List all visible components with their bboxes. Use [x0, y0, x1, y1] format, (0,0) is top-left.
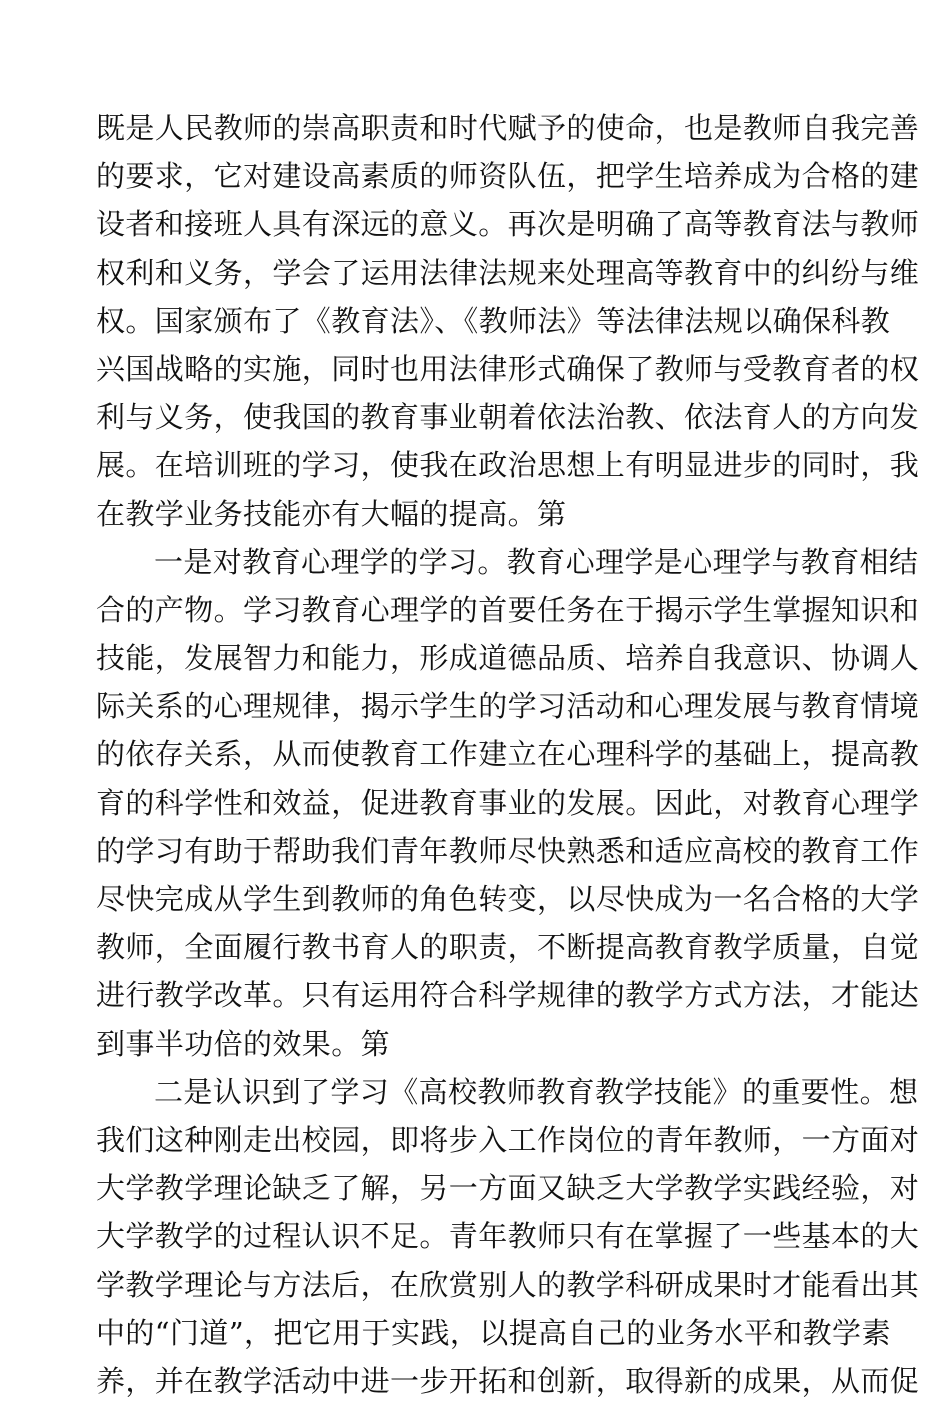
text-line: 中的“门道”，把它用于实践，以提高自己的业务水平和教学素 — [96, 1315, 891, 1350]
text-line: 合的产物。学习教育心理学的首要任务在于揭示学生掌握知识和 — [96, 592, 920, 627]
text-line: 到事半功倍的效果。第 — [96, 1026, 391, 1061]
text-line: 尽快完成从学生到教师的角色转变，以尽快成为一名合格的大学 — [96, 882, 920, 916]
text-line: 大学教学的过程认识不足。青年教师只有在掌握了一些基本的大 — [96, 1219, 920, 1254]
text-line: 展。在培训班的学习，使我在政治思想上有明显进步的同时，我 — [96, 448, 920, 483]
text-line: 技能，发展智力和能力，形成道德品质、培养自我意识、协调人 — [96, 641, 920, 676]
text-line: 利与义务，使我国的教育事业朝着依法治教、依法育人的方向发 — [96, 400, 920, 435]
body-text — [96, 104, 920, 1405]
text-line: 大学教学理论缺乏了解，另一方面又缺乏大学教学实践经验，对 — [96, 1171, 920, 1206]
text-line: 在教学业务技能亦有大幅的提高。第 — [96, 496, 567, 531]
text-line: 的学习有助于帮助我们青年教师尽快熟悉和适应高校的教育工作 — [96, 833, 920, 868]
text-line: 的要求，它对建设高素质的师资队伍，把学生培养成为合格的建 — [96, 159, 920, 194]
text-line: 的依存关系，从而使教育工作建立在心理科学的基础上，提高教 — [96, 737, 920, 772]
text-line: 育的科学性和效益，促进教育事业的发展。因此，对教育心理学 — [96, 785, 920, 820]
text-line: 权。国家颁布了《教育法》、《教师法》等法律法规以确保科教 — [96, 303, 891, 338]
text-line: 既是人民教师的崇高职责和时代赋予的使命，也是教师自我完善 — [96, 111, 920, 145]
paragraph-first-line: 二是认识到了学习《高校教师教育教学技能》的重要性。想 — [154, 1074, 919, 1109]
text-line: 权利和义务，学会了运用法律法规来处理高等教育中的纠纷与维 — [96, 255, 920, 290]
text-line: 兴国战略的实施，同时也用法律形式确保了教师与受教育者的权 — [96, 351, 920, 386]
text-line: 际关系的心理规律，揭示学生的学习活动和心理发展与教育情境 — [96, 689, 920, 724]
text-line: 教师，全面履行教书育人的职责，不断提高教育教学质量，自觉 — [96, 930, 920, 965]
text-line: 我们这种刚走出校园，即将步入工作岗位的青年教师，一方面对 — [96, 1122, 920, 1157]
text-line: 设者和接班人具有深远的意义。再次是明确了高等教育法与教师 — [96, 207, 920, 242]
text-line: 养，并在教学活动中进一步开拓和创新，取得新的成果，从而促 — [96, 1363, 920, 1398]
text-line: 学教学理论与方法后，在欣赏别人的教学科研成果时才能看出其 — [96, 1267, 920, 1302]
paragraph-first-line: 一是对教育心理学的学习。教育心理学是心理学与教育相结 — [154, 544, 919, 579]
text-line: 进行教学改革。只有运用符合科学规律的教学方式方法，才能达 — [96, 978, 920, 1013]
